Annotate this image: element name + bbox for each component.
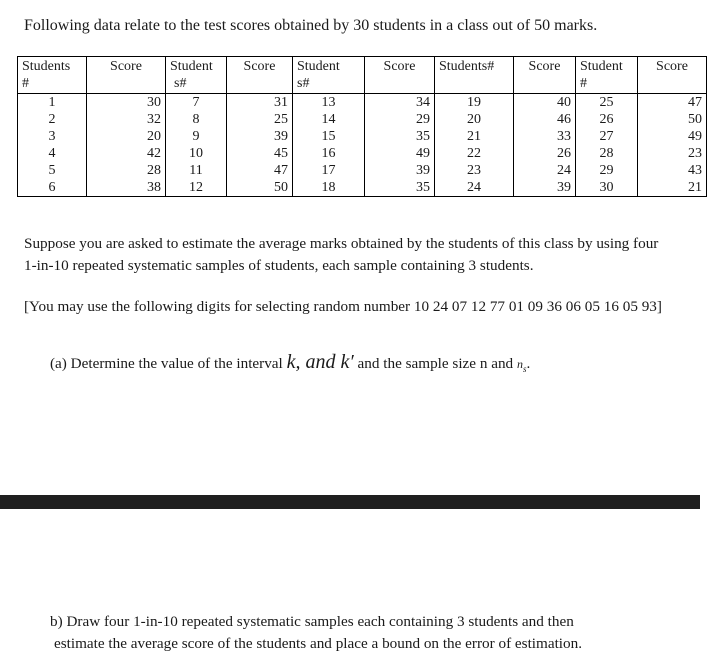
header-student-number: Student s# — [293, 57, 365, 94]
table-row — [18, 179, 707, 197]
table-cell: 24 — [514, 162, 576, 179]
table-cell: 43 — [638, 162, 707, 179]
header-score: Score — [514, 57, 576, 94]
table-cell: 33 — [514, 128, 576, 145]
table-cell: 35 — [365, 179, 435, 197]
table-cell: 42 — [87, 145, 166, 162]
question-a: (a) Determine the value of the interval k, and k′ and the sample size n and $n_s$. — [50, 351, 531, 375]
table-row — [18, 145, 707, 162]
table-cell: 27 — [576, 128, 638, 145]
table-cell: 47 — [227, 162, 293, 179]
table-cell: 23 — [435, 162, 514, 179]
table-cell: 40 — [514, 94, 576, 112]
table-cell: 3 — [18, 128, 87, 145]
table-cell: 30 — [87, 94, 166, 112]
header-score: Score — [638, 57, 707, 94]
table-cell: 39 — [227, 128, 293, 145]
table-cell: 14 — [293, 111, 365, 128]
table-cell: 49 — [365, 145, 435, 162]
table-row — [18, 162, 707, 179]
table-cell: 25 — [227, 111, 293, 128]
table-cell: 12 — [166, 179, 227, 197]
question-b: b) Draw four 1-in-10 repeated systematic samples each containing 3 students and then estimate the average score of the students and place a bound on the error of estimation. — [50, 613, 582, 652]
header-student-number: Student # — [576, 57, 638, 94]
table-header-row — [18, 57, 707, 94]
header-score: Score — [227, 57, 293, 94]
table-cell: 29 — [365, 111, 435, 128]
table-cell: 30 — [576, 179, 638, 197]
table-cell: 9 — [166, 128, 227, 145]
table-cell: 19 — [435, 94, 514, 112]
table-cell: 18 — [293, 179, 365, 197]
header-students-number: Students# — [435, 57, 514, 94]
table-cell: 28 — [87, 162, 166, 179]
table-cell: 34 — [365, 94, 435, 112]
table-cell: 5 — [18, 162, 87, 179]
header-student-number: Student s# — [166, 57, 227, 94]
table-cell: 50 — [227, 179, 293, 197]
table-cell: 29 — [576, 162, 638, 179]
table-cell: 23 — [638, 145, 707, 162]
random-digits-note: [You may use the following digits for selecting random number 10 24 07 12 77 01 09 36 06 05 16 05 93] — [24, 298, 662, 315]
header-students-number: Students # — [18, 57, 87, 94]
table-cell: 31 — [227, 94, 293, 112]
table-cell: 8 — [166, 111, 227, 128]
table-cell: 50 — [638, 111, 707, 128]
header-score: Score — [365, 57, 435, 94]
table-cell: 35 — [365, 128, 435, 145]
table-cell: 47 — [638, 94, 707, 112]
table-cell: 7 — [166, 94, 227, 112]
table-cell: 45 — [227, 145, 293, 162]
table-cell: 49 — [638, 128, 707, 145]
table-cell: 15 — [293, 128, 365, 145]
table-row — [18, 111, 707, 128]
table-cell: 13 — [293, 94, 365, 112]
header-score: Score — [87, 57, 166, 94]
table-cell: 16 — [293, 145, 365, 162]
table-cell: 11 — [166, 162, 227, 179]
table-cell: 39 — [365, 162, 435, 179]
divider-bar — [0, 495, 700, 509]
table-cell: 22 — [435, 145, 514, 162]
table-row — [18, 94, 707, 112]
table-cell: 25 — [576, 94, 638, 112]
table-cell: 32 — [87, 111, 166, 128]
table-cell: 17 — [293, 162, 365, 179]
table-cell: 10 — [166, 145, 227, 162]
k-prime-symbol: k′ — [340, 351, 354, 373]
table-cell: 38 — [87, 179, 166, 197]
table-cell: 26 — [514, 145, 576, 162]
table-cell: 21 — [638, 179, 707, 197]
table-cell: 4 — [18, 145, 87, 162]
table-cell: 6 — [18, 179, 87, 197]
table-cell: 2 — [18, 111, 87, 128]
scores-table — [17, 56, 707, 197]
table-cell: 39 — [514, 179, 576, 197]
table-cell: 24 — [435, 179, 514, 197]
problem-statement: Suppose you are asked to estimate the average marks obtained by the students of this class by using four 1-in-10 repeated systematic samples of students, each sample containing 3 students. — [24, 235, 659, 274]
k-symbol: k — [286, 351, 296, 373]
table-cell: 1 — [18, 94, 87, 112]
table-cell: 46 — [514, 111, 576, 128]
table-cell: 21 — [435, 128, 514, 145]
table-cell: 20 — [435, 111, 514, 128]
table-row — [18, 128, 707, 145]
table-cell: 28 — [576, 145, 638, 162]
intro-text: Following data relate to the test scores obtained by 30 students in a class out of 50 marks. — [24, 17, 598, 34]
table-cell: 20 — [87, 128, 166, 145]
table-cell: 26 — [576, 111, 638, 128]
n-s-symbol: n — [516, 357, 523, 371]
